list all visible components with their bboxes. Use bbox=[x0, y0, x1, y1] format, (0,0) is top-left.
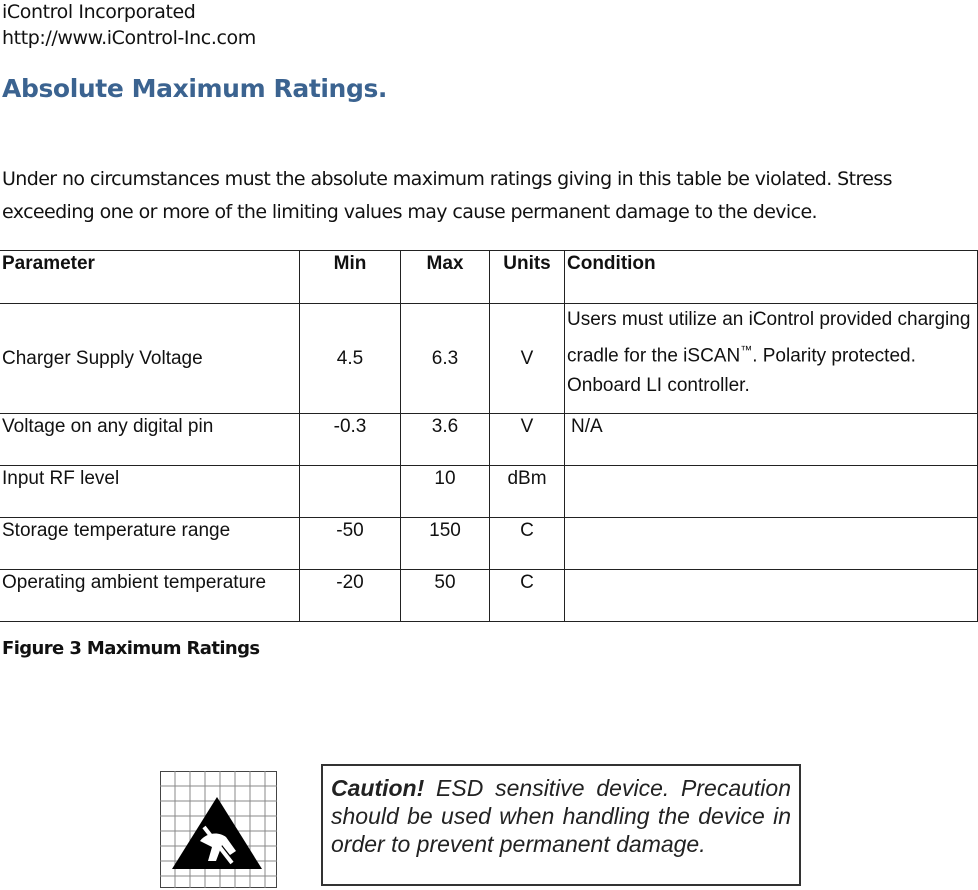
header-max: Max bbox=[401, 251, 490, 304]
caution-text: ESD sensitive device. Precaution should be used when handling the device in order to prevent permanent damage. bbox=[331, 775, 791, 857]
cell-max: 3.6 bbox=[401, 414, 490, 466]
table-row bbox=[0, 518, 978, 570]
cell-max: 6.3 bbox=[401, 304, 490, 414]
cell-units: C bbox=[490, 570, 565, 622]
table-row bbox=[0, 570, 978, 622]
table-row bbox=[0, 466, 978, 518]
company-name: iControl Incorporated bbox=[2, 1, 196, 23]
intro-paragraph: Under no circumstances must the absolute maximum ratings giving in this table be violated. Stress exceeding one or more of the limiting values may cause permanent damage to the device. bbox=[2, 168, 892, 223]
cell-min bbox=[300, 466, 401, 518]
company-url: http://www.iControl-Inc.com bbox=[2, 27, 256, 49]
cell-condition: N/A bbox=[565, 414, 978, 466]
cell-min: -20 bbox=[300, 570, 401, 622]
condition-text-end: . Polarity protected. Onboard LI controller. bbox=[567, 345, 916, 397]
header-parameter: Parameter bbox=[0, 251, 300, 304]
header-units: Units bbox=[490, 251, 565, 304]
cell-max: 50 bbox=[401, 570, 490, 622]
caution-lead: Caution! bbox=[331, 775, 425, 801]
cell-units: C bbox=[490, 518, 565, 570]
header-min: Min bbox=[300, 251, 401, 304]
esd-caution-box bbox=[321, 764, 801, 886]
cell-condition bbox=[565, 304, 978, 414]
esd-warning-icon bbox=[160, 771, 277, 888]
table-row bbox=[0, 414, 978, 466]
condition-text: Users must utilize an iControl provided charging cradle for the iSCAN bbox=[567, 309, 971, 367]
cell-max: 10 bbox=[401, 466, 490, 518]
cell-min: 4.5 bbox=[300, 304, 401, 414]
cell-units: V bbox=[490, 304, 565, 414]
cell-min: -50 bbox=[300, 518, 401, 570]
cell-condition bbox=[565, 518, 978, 570]
figure-caption: Figure 3 Maximum Ratings bbox=[2, 638, 260, 659]
cell-parameter: Input RF level bbox=[0, 466, 300, 518]
table-row bbox=[0, 304, 978, 414]
trademark-symbol: ™ bbox=[740, 343, 753, 357]
cell-max: 150 bbox=[401, 518, 490, 570]
table-header-row bbox=[0, 251, 978, 304]
cell-parameter: Voltage on any digital pin bbox=[0, 414, 300, 466]
cell-condition bbox=[565, 466, 978, 518]
ratings-table bbox=[0, 250, 978, 622]
cell-units: dBm bbox=[490, 466, 565, 518]
cell-parameter: Storage temperature range bbox=[0, 518, 300, 570]
cell-parameter: Charger Supply Voltage bbox=[0, 304, 300, 414]
header-condition: Condition bbox=[565, 251, 978, 304]
cell-parameter: Operating ambient temperature bbox=[0, 570, 300, 622]
cell-units: V bbox=[490, 414, 565, 466]
cell-condition bbox=[565, 570, 978, 622]
section-title: Absolute Maximum Ratings. bbox=[2, 74, 388, 103]
cell-min: -0.3 bbox=[300, 414, 401, 466]
